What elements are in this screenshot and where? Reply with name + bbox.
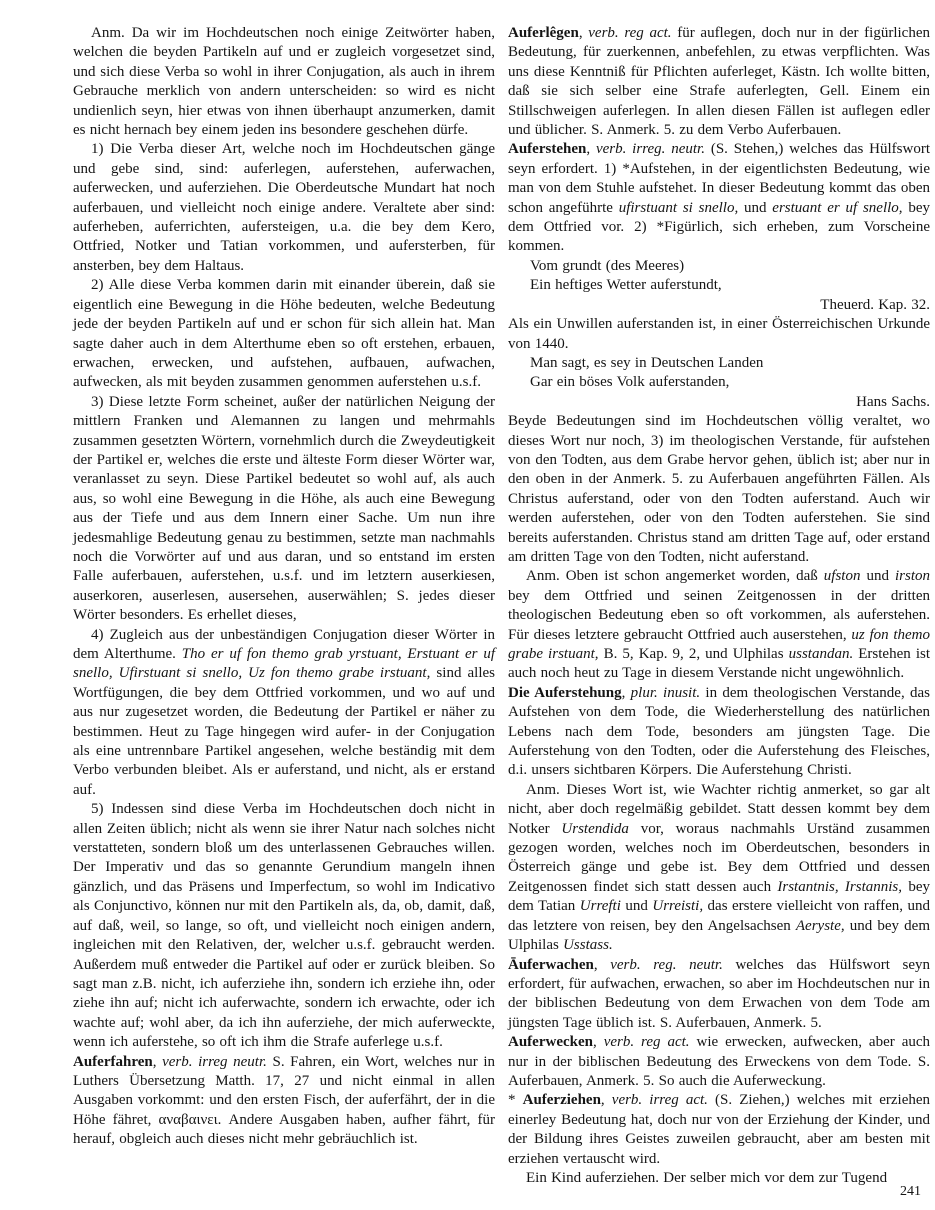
- paragraph: [73, 800, 495, 1052]
- italic-text-run: Usstass.: [563, 937, 613, 954]
- italic-text-run: Irstantnis, Irstannis,: [777, 878, 903, 895]
- headword: Āuferwachen: [508, 956, 594, 973]
- headword: Auferfahren: [73, 1053, 153, 1070]
- italic-text-run: Aeryste,: [795, 917, 845, 934]
- text-run: für auflegen, doch nur in der figürlichen Bedeutung, für zuerkennen, anbefehlen, zu etwas verpflichten. Was uns diese Kenntniß für Pflichten auferleget, Kästn. Ich wollte bitten, daß sie sich selber eine Strafe auferlegten, Gell. Einem ein Stillschweigen auferlegen. In allen diesen Fällen ist auflegen edler und üblicher. S. Anmerk. 5. zu dem Verbo Auferbauen.: [508, 25, 930, 139]
- text-run: vor, woraus nachmahls Urständ zusammen gezogen worden, welches noch im Oberdeutschen, besonders in Österreich gänge und gebe ist. Bey dem Ottfried und dessen Zeitgenossen findet sich statt dessen auch: [508, 820, 930, 895]
- italic-text-run: verb. reg act.: [588, 25, 672, 41]
- italic-text-run: uz fon themo grabe irstuant,: [508, 626, 930, 662]
- text-run: wie erwecken, aufwecken, aber auch nur in der biblischen Bedeutung des Erweckens von dem Tode. S. Auferbauen, Anmerk. 5. So auch die Auferweckung.: [508, 1034, 931, 1089]
- headword: Die Auferstehung: [508, 684, 622, 701]
- text-run: und: [620, 898, 653, 915]
- text-run: ,: [593, 956, 611, 973]
- italic-text-run: usstandan.: [788, 646, 854, 662]
- entry-paragraph: [508, 24, 930, 140]
- text-run: Ein Kind auferziehen. Der selber mich vor dem zur Tugend: [526, 1169, 888, 1186]
- text-run: Theuerd. Kap. 32.: [820, 296, 930, 313]
- text-run: Ein heftiges Wetter auferstundt,: [530, 277, 722, 294]
- text-run: ,: [621, 684, 631, 701]
- paragraph: [508, 393, 930, 412]
- text-run: ,: [600, 1092, 612, 1109]
- text-run: Anm. Dieses Wort ist, wie Wachter richtig anmerket, so gar alt nicht, aber doch regelmäßig gebildet. Statt dessen kommt bey dem Notker: [508, 781, 930, 837]
- text-run: 5) Indessen sind diese Verba im Hochdeutschen doch nicht in allen Zeiten üblich; nicht als wenn sie ihrer Natur nach solches nicht verstatteten, sondern bloß um des unterlassenen Gebrauches willen. Der Imperativ und das so genannte Gerundium mangeln ihnen gänzlich, und das Präsens und Imperfectum, so wohl im Indicativo als Conjunctivo, können nur mit den Partikeln als, da, ob, damit, daß, auf daß, weil, so lange, so oft, und vielleicht noch einigen andern, ingleichen mit den Relativen, der, welcher u.s.f. gebraucht werden. Außerdem muß entweder die Partikel auf oder er zurück bleiben. So sagt man z.B. nicht, ich auferziehe ihn, sondern ich erziehe ihn, oder ziehe ihn auf; nicht ich auferwachte, sondern ich erwachte, oder ich wachte auf; wohl aber, da ich ihn auferziehe, der mich auferweckte, wenn ich auferstehe, so oft ich ihm die Strafe auferlege u.s.f.: [73, 801, 495, 1051]
- text-run: 3) Diese letzte Form scheinet, außer der natürlichen Neigung der mittlern Franken und Alemannen zu langen und mehrmahls zusammen gesetzten Wörtern, vornehmlich durch die Zweydeutigkeit der Partikel er, welches die erste und älteste Form dieser Wörter war, veranlasset zu seyn. Diese Partikel bedeutet so wohl auf, als auch aus, so wohl eine Bewegung in die Höhe, als auch eine Bewegung aus der Tiefe und aus dem Innern einer Sache. Um nun ihre jedesmahlige Bedeutung genau zu bestimmen, setzte man nachmahls noch die Vorwörter auf und aus daran, und so entstand im ersten Falle auferbauen, auferstehen, u.s.f. und im letztern auserkiesen, auserkoren, auserlesen, ausersehen, auserwählen; S. jedes dieser Wörter besonders. Es erhellet dieses,: [73, 393, 495, 624]
- text-run: Man sagt, es sey in Deutschen Landen: [530, 354, 764, 371]
- text-run: welches das Hülfswort seyn erfordert, für aufwachen, erwachen, so aber im Hochdeutschen nur in der biblischen Bedeutung von dem Erwachen von dem Tode am jüngsten Tage üblich ist. S. Auferbauen, Anmerk. 5.: [508, 956, 930, 1031]
- italic-text-run: erstuant er uf snello,: [772, 199, 903, 216]
- text-run: (S. Stehen,) welches das Hülfswort seyn erfordert. 1) *Aufstehen, in der eigentlichsten Bedeutung, wie man von dem Stuhle aufstehet. In dieser Bedeutung kommt das oben schon angeführte: [508, 141, 931, 216]
- paragraph: [508, 373, 930, 392]
- italic-text-run: verb. irreg neutr.: [162, 1053, 267, 1070]
- text-run: Erstehen ist auch noch heut zu Tage in diesem Verstande nicht ungewöhnlich.: [508, 646, 930, 682]
- text-run: Anm. Da wir im Hochdeutschen noch einige Zeitwörter haben, welchen die beyden Partikeln auf und er zugleich vorgesetzet sind, und sich diese Verba so wohl in ihrer Conjugation, als auch in ihrem Gebrauche merklich von andern unterscheiden: so wird es nicht undienlich seyn, hier etwas von ihnen überhaupt anzumerken, damit es nicht hernach bey einem jeden ins besondere geschehen dürfe.: [73, 25, 495, 139]
- text-run: bey dem Tatian: [508, 878, 930, 915]
- paragraph: [508, 412, 930, 567]
- italic-text-run: Urstendida: [561, 820, 629, 837]
- paragraph: [508, 257, 930, 276]
- page-number: 241: [900, 1184, 921, 1199]
- column-right: [508, 24, 930, 1188]
- text-run: bey dem Ottfried und seinen Zeitgenossen in der dritten theologischen Bedeutung eben so oft vorkommen, als auferstehen. Für dieses letztere gebraucht Ottfried auch auserstehen,: [508, 587, 930, 643]
- entry-paragraph: [73, 1053, 495, 1150]
- text-run: 4) Zugleich aus der unbeständigen Conjugation dieser Wörter in dem Alterthume.: [73, 626, 495, 662]
- italic-text-run: ufirstuant si snello,: [618, 199, 739, 216]
- text-run: Als ein Unwillen auferstanden ist, in einer Österreichischen Urkunde von 1440.: [508, 316, 930, 352]
- text-run: in dem theologischen Verstande, das Aufstehen von dem Tode, die Wiederherstellung des natürlichen Lebens nach dem Tode, besonders am jüngsten Tage. Die Auferstehung von den Todten, oder die Auferstehung des Fleisches, d.i. unsers sichtbaren Körpers. Die Auferstehung Christi.: [508, 684, 930, 779]
- text-run: B. 5, Kap. 9, 2, und Ulphilas: [598, 646, 789, 662]
- paragraph: [73, 393, 495, 626]
- text-run: 1) Die Verba dieser Art, welche noch im Hochdeutschen gänge und gebe sind, sind: auferlegen, auferstehen, auferwachen, auferwecken, und auferziehen. Die Oberdeutsche Mundart hat noch auferbauen, und vielleicht noch einige andere. Veraltete aber sind: auferheben, auferrichten, aufersteigen, u.a. die bey dem Kero, Ottfried, Notker und Tatian vorkommen, und aufersterben, für ansterben, bey dem Haltaus.: [73, 141, 495, 274]
- italic-text-run: verb. reg act.: [603, 1034, 690, 1051]
- text-run: *: [508, 1092, 523, 1109]
- italic-text-run: plur. inusit.: [630, 684, 701, 701]
- text-run: Beyde Bedeutungen sind im Hochdeutschen völlig veraltet, wo dieses Wort nur noch, 3) im theologischen Verstande, für aufstehen von den Todten, aus dem Grabe hervor gehen, üblich ist; aber nur in den oben in der Anmerk. 5. zu Auferbauen angeführten Fällen. Als Christus auferstand, oder von den Todten auferstand. Auch wir werden auferstehen, oder von den Todten auferstehen. Sie sind bereits auferstanden. Christus stand am dritten Tage auf, oder erstand am dritten Tage von den Todten, nicht auferstand.: [508, 413, 930, 565]
- text-run: und bey dem Ulphilas: [508, 917, 930, 954]
- paragraph: [508, 296, 930, 315]
- paragraph: [508, 567, 930, 683]
- paragraph: [73, 626, 495, 801]
- text-run: ,: [592, 1034, 604, 1051]
- paragraph: [508, 276, 930, 295]
- paragraph: [508, 1169, 930, 1188]
- headword: Auferziehen: [522, 1092, 601, 1109]
- entry-paragraph: [508, 1033, 930, 1091]
- text-run: ,: [586, 141, 596, 158]
- headword: Auferstehen: [508, 141, 587, 158]
- italic-text-run: verb. irreg act.: [611, 1092, 708, 1109]
- entry-paragraph: [508, 684, 930, 781]
- text-run: Gar ein böses Volk auferstanden,: [530, 374, 730, 391]
- text-run: und: [738, 199, 773, 216]
- italic-text-run: verb. irreg. neutr.: [595, 141, 705, 158]
- entry-paragraph: [508, 956, 930, 1034]
- italic-text-run: Tho er uf fon themo grab yrstuant, Erstuant er uf snello, Ufirstuant si snello, Uz fon themo grabe irstuant,: [73, 646, 496, 682]
- text-run: und: [860, 568, 895, 585]
- text-run: Vom grundt (des Meeres): [530, 257, 685, 274]
- italic-text-run: Urreisti,: [652, 898, 704, 915]
- text-run: Hans Sachs.: [856, 393, 930, 410]
- text-run: Anm. Oben ist schon angemerket worden, daß: [526, 568, 824, 585]
- text-run: 2) Alle diese Verba kommen darin mit einander überein, daß sie eigentlich eine Bewegung in die Höhe bedeuten, welche Bedeutung jede der beyden Partikeln auf und er schon für sich allein hat. Man sagte daher auch in dem Alterthume eben so oft erstehen, erbauen, erwachen, erwecken, und aufstehen, aufbauen, aufwachen, aufwecken, als mit beyden zusammen genommen auferstehen u.s.f.: [73, 277, 495, 391]
- headword: Auferlêgen: [508, 25, 579, 41]
- text-run: bey dem Ottfried vor. 2) *Figürlich, sich erheben, zum Vorscheine kommen.: [508, 199, 930, 255]
- paragraph: [508, 354, 930, 373]
- entry-paragraph: [508, 140, 930, 256]
- text-run: sind alles Wortfügungen, die bey dem Ottfried vorkommen, und wo auf und aus nur zugesetzet worden, die Bedeutung der Partikel er näher zu bestimmen. Heut zu Tage hingegen wird aufer- in der Conjugation als eine untrennbare Partikel angesehen, welche beständig mit dem Verbo verbunden bleibet. Als er auferstand, und nicht, als er erstand auf.: [73, 665, 495, 798]
- text-run: S. Fahren, ein Wort, welches nur in Luthers Übersetzung Matth. 17, 27 und nicht einmal in allen Ausgaben vorkommt: und den ersten Fisch, der auferfährt, der in die Höhe fähret, αναβαινει. Andere Ausgaben haben, aufher fährt, für herauf, obgleich auch dieses nicht mehr gebräuchlich ist.: [73, 1053, 495, 1148]
- italic-text-run: ufston: [823, 568, 861, 585]
- text-run: ,: [152, 1053, 163, 1070]
- italic-text-run: irston: [895, 568, 931, 585]
- paragraph: [73, 24, 495, 140]
- paragraph: [73, 276, 495, 392]
- text-run: (S. Ziehen,) welches mit erziehen einerley Bedeutung hat, doch nur von der Erziehung der Kinder, und der Bildung ihres Geistes zuweilen gebraucht, aber am besten mit erziehen vertauscht wird.: [508, 1092, 931, 1167]
- italic-text-run: verb. reg. neutr.: [610, 956, 723, 973]
- paragraph: [508, 781, 930, 956]
- headword: Auferwecken: [508, 1034, 593, 1051]
- text-run: das erstere vielleicht von raffen, und das letztere von reisen, bey den Angelsachsen: [508, 898, 931, 934]
- entry-paragraph: [508, 1091, 930, 1169]
- text-run: ,: [578, 25, 589, 41]
- column-left: [73, 24, 495, 1188]
- paragraph: [73, 140, 495, 276]
- italic-text-run: Urrefti: [579, 898, 621, 915]
- paragraph: [508, 315, 930, 354]
